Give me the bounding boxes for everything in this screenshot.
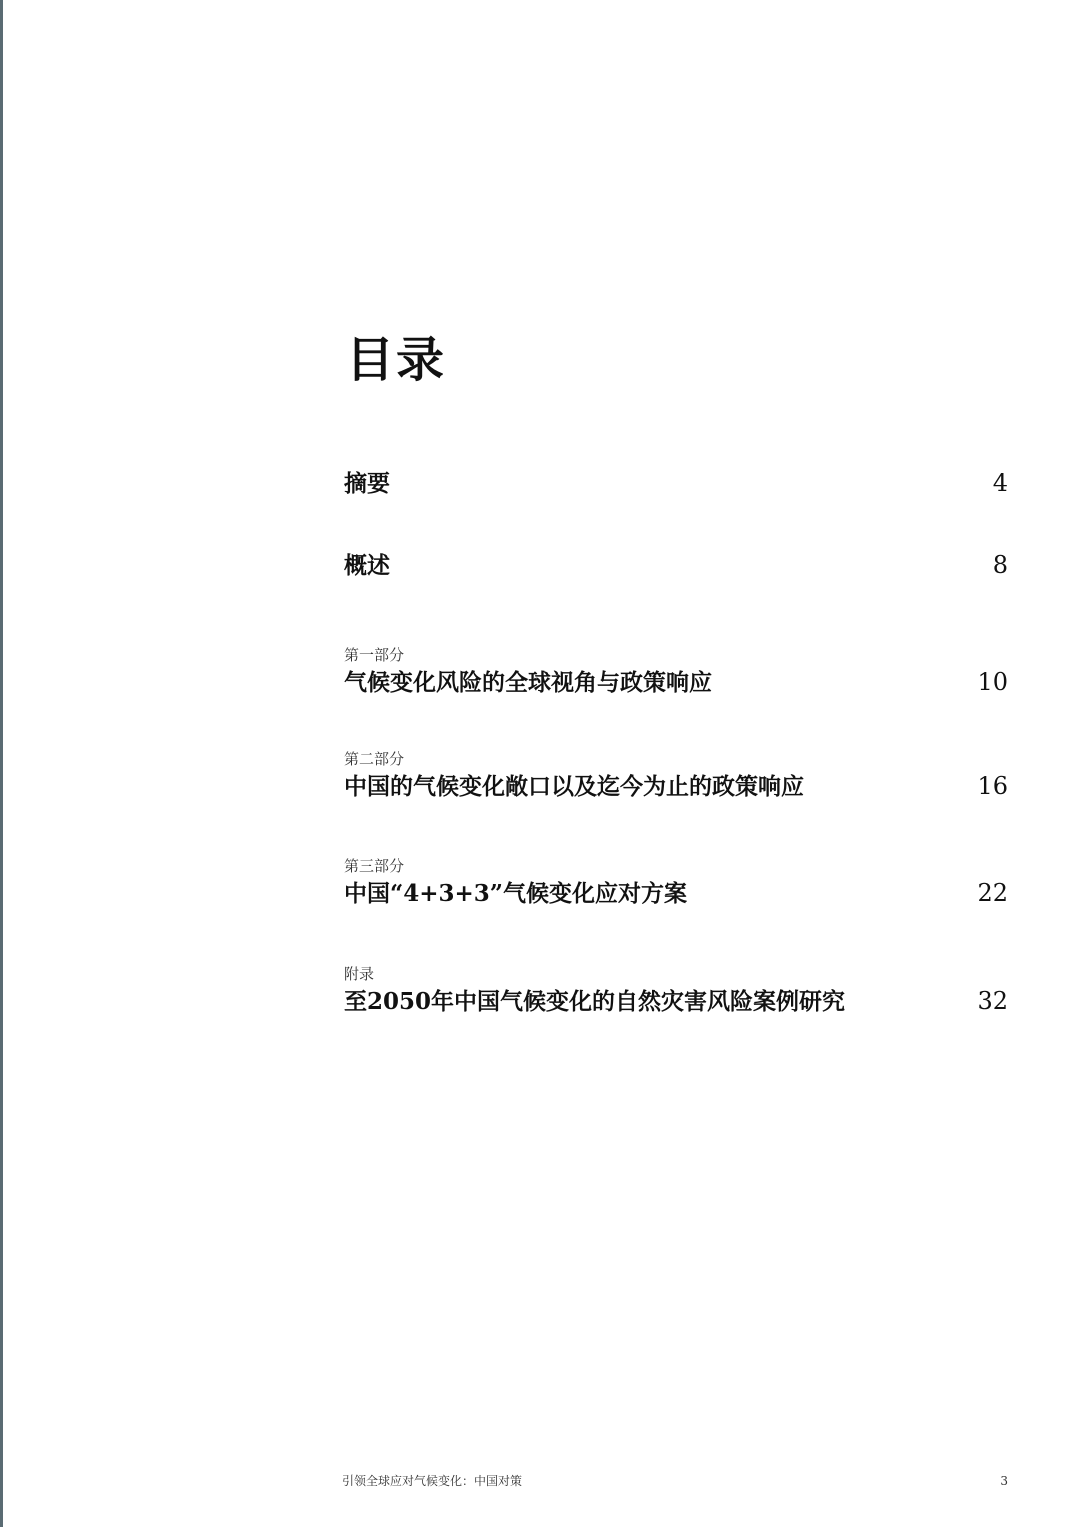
toc-row xyxy=(344,466,1008,501)
toc-row xyxy=(344,665,1008,700)
toc-entry-part-3[interactable] xyxy=(344,856,1008,911)
toc-entry-part-1[interactable] xyxy=(344,645,1008,700)
toc-entry-appendix[interactable] xyxy=(344,964,1008,1019)
toc-entry-kicker: 第一部分 xyxy=(344,646,405,664)
toc-entry-label[interactable]: 摘要 xyxy=(344,470,390,497)
toc-row xyxy=(344,984,1008,1019)
footer-page-number: 3 xyxy=(1000,1474,1008,1488)
toc-entry-part-2[interactable] xyxy=(344,749,1008,804)
toc-entry-label[interactable]: 概述 xyxy=(344,552,390,579)
toc-entry-page[interactable]: 22 xyxy=(977,879,1008,907)
toc-row xyxy=(344,769,1008,804)
toc-entry-label[interactable]: 至2050年中国气候变化的自然灾害风险案例研究 xyxy=(344,988,846,1015)
toc-entry-kicker: 第二部分 xyxy=(344,750,405,768)
toc-entry-label[interactable]: 中国“4+3+3”气候变化应对方案 xyxy=(344,880,688,907)
toc-entry-kicker: 附录 xyxy=(344,965,375,983)
toc-entry-overview[interactable] xyxy=(344,548,1008,583)
toc-entry-page[interactable]: 10 xyxy=(977,668,1008,696)
toc-title: 目录 xyxy=(346,332,447,388)
toc-entry-page[interactable]: 32 xyxy=(977,987,1008,1015)
toc-entry-page[interactable]: 8 xyxy=(992,551,1008,579)
toc-entry-label[interactable]: 中国的气候变化敞口以及迄今为止的政策响应 xyxy=(344,773,804,800)
toc-entry-page[interactable]: 16 xyxy=(977,772,1008,800)
page-footer xyxy=(342,1472,1008,1490)
toc-row xyxy=(344,876,1008,911)
toc-entry-label[interactable]: 气候变化风险的全球视角与政策响应 xyxy=(344,669,712,696)
toc-entry-summary[interactable] xyxy=(344,466,1008,501)
footer-publication-title: 引领全球应对气候变化：中国对策 xyxy=(342,1474,523,1488)
left-edge-rule xyxy=(0,0,3,1527)
toc-entry-kicker: 第三部分 xyxy=(344,857,405,875)
toc-entry-page[interactable]: 4 xyxy=(992,469,1008,497)
toc-row xyxy=(344,548,1008,583)
